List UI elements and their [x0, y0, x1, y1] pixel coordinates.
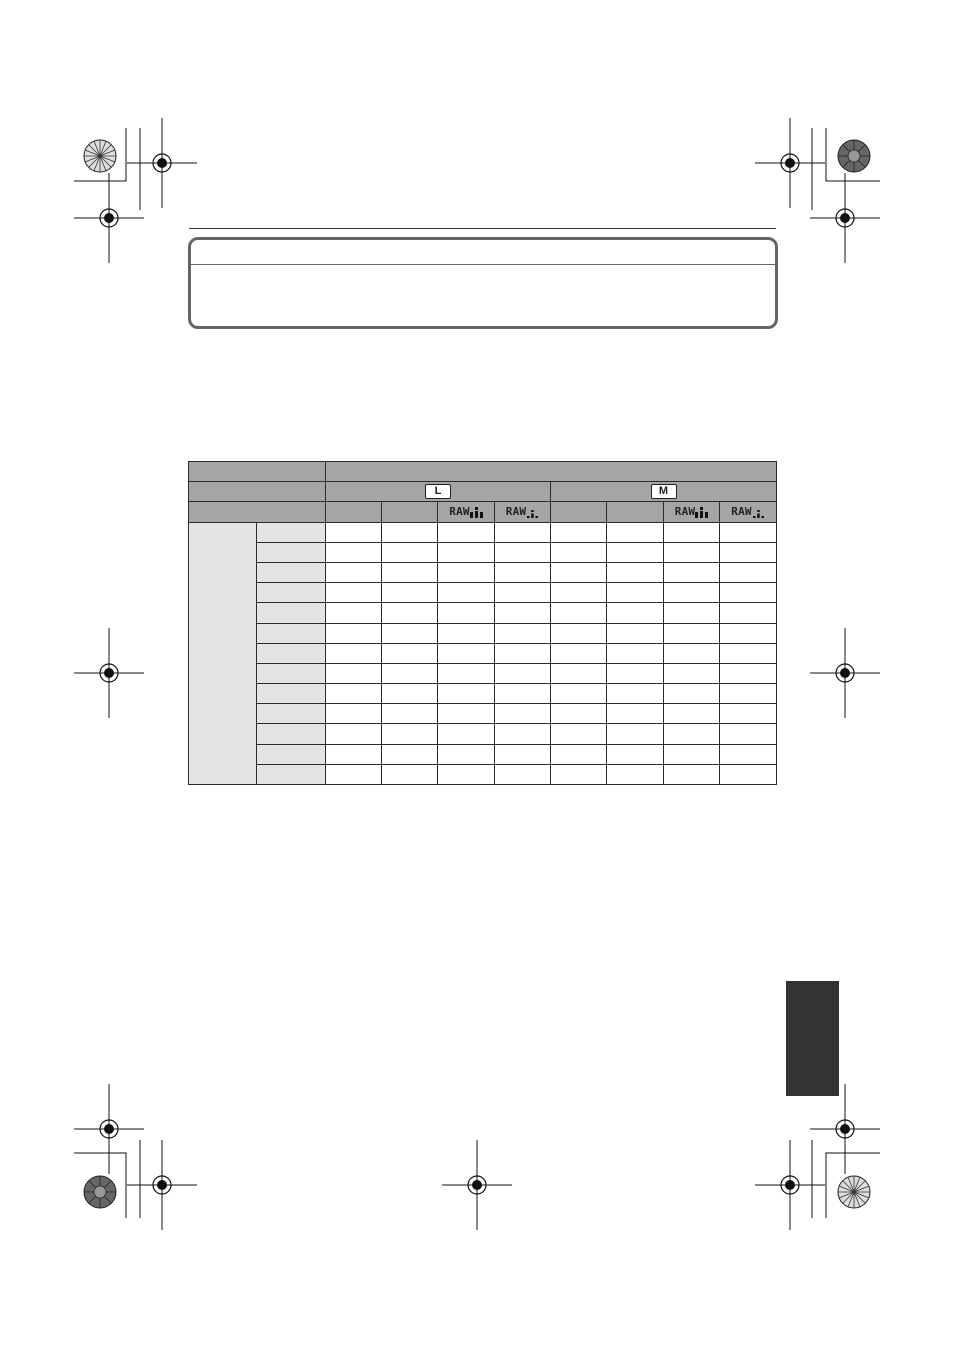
fine-quality-icon [695, 507, 708, 518]
row-label-cell [257, 603, 326, 623]
row-label-cell [257, 623, 326, 643]
picture-size-label-cell [189, 482, 326, 502]
note-box-divider [191, 264, 775, 265]
raw-label: RAW [731, 505, 752, 519]
value-cell [382, 583, 438, 603]
value-cell [326, 764, 382, 784]
value-cell [326, 684, 382, 704]
size-m-badge: M [651, 484, 677, 499]
value-cell [664, 603, 720, 623]
header-span-cell [326, 462, 777, 482]
value-cell [495, 603, 551, 623]
value-cell [495, 562, 551, 582]
value-cell [382, 663, 438, 683]
size-l-cell [326, 482, 551, 502]
quality-cell [720, 502, 777, 522]
value-cell [551, 684, 607, 704]
value-cell [607, 623, 664, 643]
value-cell [607, 562, 664, 582]
table-row [189, 603, 777, 623]
row-label-cell [257, 522, 326, 542]
raw-label: RAW [449, 505, 470, 519]
table-row [189, 744, 777, 764]
value-cell [720, 583, 777, 603]
row-label-cell [257, 764, 326, 784]
fine-quality-icon [470, 507, 483, 518]
value-cell [551, 623, 607, 643]
table-row [189, 562, 777, 582]
value-cell [607, 643, 664, 663]
value-cell [551, 562, 607, 582]
value-cell [495, 643, 551, 663]
value-cell [720, 663, 777, 683]
table-row [189, 522, 777, 542]
value-cell [664, 562, 720, 582]
value-cell [326, 522, 382, 542]
value-cell [438, 643, 495, 663]
quality-cell [438, 502, 495, 522]
table-header-row [189, 462, 777, 482]
value-cell [607, 603, 664, 623]
value-cell [664, 704, 720, 724]
section-tab [786, 981, 839, 1096]
header-rule [189, 228, 776, 229]
value-cell [664, 724, 720, 744]
value-cell [438, 663, 495, 683]
row-label-cell [257, 663, 326, 683]
value-cell [326, 704, 382, 724]
table-row [189, 663, 777, 683]
value-cell [438, 542, 495, 562]
value-cell [664, 623, 720, 643]
value-cell [326, 583, 382, 603]
row-label-cell [257, 724, 326, 744]
value-cell [551, 744, 607, 764]
value-cell [438, 562, 495, 582]
value-cell [720, 744, 777, 764]
value-cell [495, 724, 551, 744]
quality-label-cell [189, 502, 326, 522]
value-cell [607, 744, 664, 764]
value-cell [382, 603, 438, 623]
value-cell [495, 522, 551, 542]
spec-table [188, 461, 777, 785]
table-row [189, 583, 777, 603]
value-cell [382, 684, 438, 704]
value-cell [495, 583, 551, 603]
value-cell [495, 623, 551, 643]
value-cell [326, 542, 382, 562]
value-cell [720, 764, 777, 784]
value-cell [720, 684, 777, 704]
value-cell [607, 704, 664, 724]
value-cell [664, 643, 720, 663]
quality-cell [664, 502, 720, 522]
quality-cell [382, 502, 438, 522]
value-cell [495, 542, 551, 562]
table-row [189, 724, 777, 744]
size-l-badge: L [425, 484, 451, 499]
value-cell [382, 764, 438, 784]
value-cell [326, 663, 382, 683]
value-cell [495, 684, 551, 704]
raw-label: RAW [505, 505, 527, 519]
value-cell [382, 704, 438, 724]
value-cell [438, 603, 495, 623]
raw-label: RAW [674, 505, 696, 519]
value-cell [438, 684, 495, 704]
table-row [189, 684, 777, 704]
value-cell [326, 643, 382, 663]
value-cell [607, 724, 664, 744]
row-group-label-cell [189, 522, 257, 784]
value-cell [382, 562, 438, 582]
value-cell [551, 643, 607, 663]
row-label-cell [257, 583, 326, 603]
value-cell [551, 522, 607, 542]
value-cell [382, 542, 438, 562]
value-cell [607, 542, 664, 562]
value-cell [551, 663, 607, 683]
value-cell [382, 623, 438, 643]
quality-row [189, 502, 777, 522]
value-cell [607, 583, 664, 603]
standard-quality-icon [526, 507, 539, 518]
row-label-cell [257, 684, 326, 704]
value-cell [495, 704, 551, 724]
value-cell [664, 522, 720, 542]
note-box [188, 237, 778, 329]
value-cell [326, 603, 382, 623]
value-cell [720, 603, 777, 623]
quality-cell [607, 502, 664, 522]
value-cell [438, 522, 495, 542]
value-cell [720, 522, 777, 542]
picture-size-row [189, 482, 777, 502]
size-m-cell [551, 482, 777, 502]
row-label-cell [257, 643, 326, 663]
table-row [189, 704, 777, 724]
value-cell [720, 542, 777, 562]
value-cell [438, 583, 495, 603]
row-label-cell [257, 542, 326, 562]
value-cell [495, 744, 551, 764]
value-cell [664, 764, 720, 784]
value-cell [720, 704, 777, 724]
value-cell [382, 744, 438, 764]
value-cell [664, 663, 720, 683]
value-cell [607, 663, 664, 683]
value-cell [382, 522, 438, 542]
value-cell [382, 724, 438, 744]
table-row [189, 643, 777, 663]
standard-quality-icon [752, 507, 765, 518]
value-cell [326, 623, 382, 643]
table-row [189, 542, 777, 562]
value-cell [382, 643, 438, 663]
value-cell [607, 764, 664, 784]
value-cell [438, 764, 495, 784]
value-cell [326, 724, 382, 744]
value-cell [664, 684, 720, 704]
value-cell [551, 583, 607, 603]
header-corner-cell [189, 462, 326, 482]
value-cell [607, 522, 664, 542]
value-cell [664, 542, 720, 562]
value-cell [551, 724, 607, 744]
value-cell [664, 583, 720, 603]
value-cell [438, 724, 495, 744]
quality-cell [326, 502, 382, 522]
value-cell [495, 764, 551, 784]
table-row [189, 764, 777, 784]
value-cell [438, 623, 495, 643]
value-cell [326, 562, 382, 582]
row-label-cell [257, 744, 326, 764]
value-cell [664, 744, 720, 764]
value-cell [551, 704, 607, 724]
row-label-cell [257, 562, 326, 582]
value-cell [551, 764, 607, 784]
row-label-cell [257, 704, 326, 724]
value-cell [720, 643, 777, 663]
value-cell [438, 704, 495, 724]
quality-cell [551, 502, 607, 522]
value-cell [326, 744, 382, 764]
table-row [189, 623, 777, 643]
value-cell [551, 603, 607, 623]
value-cell [438, 744, 495, 764]
value-cell [551, 542, 607, 562]
value-cell [720, 562, 777, 582]
value-cell [720, 623, 777, 643]
quality-cell [495, 502, 551, 522]
value-cell [607, 684, 664, 704]
value-cell [495, 663, 551, 683]
value-cell [720, 724, 777, 744]
